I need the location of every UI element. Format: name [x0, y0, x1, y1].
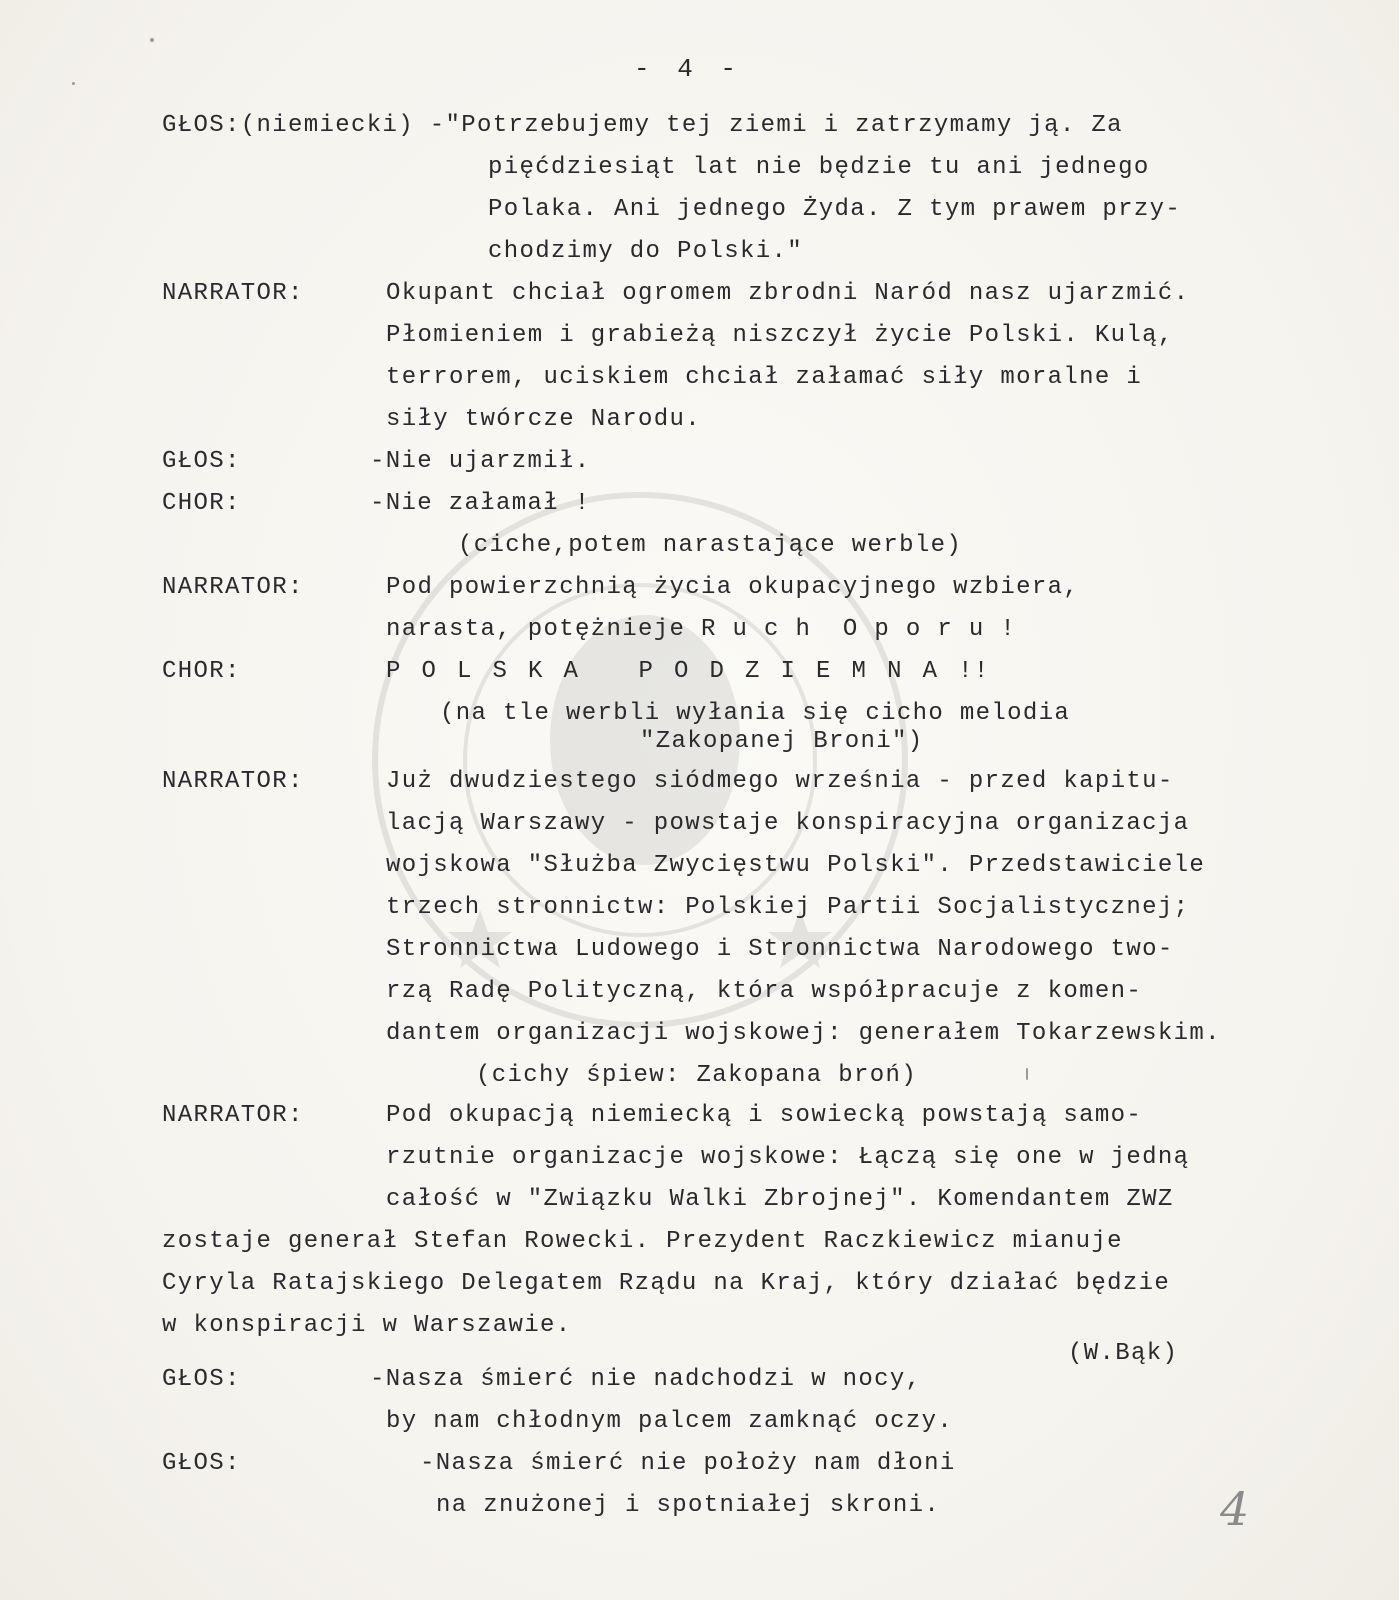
text-line: P O L S K A P O D Z I E M N A !! [386, 658, 990, 685]
text-line: narasta, potężnieje R u c h O p o r u ! [386, 616, 1017, 643]
text-line: rzą Radę Polityczną, która współpracuje z komen- [386, 978, 1143, 1005]
text-line: Stronnictwa Ludowego i Stronnictwa Narodowego two- [386, 936, 1174, 963]
text-line: całość w "Związku Walki Zbrojnej". Komendantem ZWZ [386, 1186, 1174, 1213]
paper-speck [72, 82, 75, 85]
text-line: siły twórcze Narodu. [386, 406, 702, 433]
text-line: -Nasza śmierć nie nadchodzi w nocy, [370, 1366, 922, 1393]
speaker-label: GŁOS: [162, 1450, 241, 1477]
text-line: Pod okupacją niemiecką i sowiecką powstają samo- [386, 1102, 1143, 1129]
paper-speck [1026, 1068, 1028, 1080]
stage-direction: (cichy śpiew: Zakopana broń) [476, 1062, 918, 1089]
text-line: w konspiracji w Warszawie. [162, 1312, 572, 1339]
handwritten-page-number: 4 [1220, 1482, 1250, 1536]
page-number: - 4 - [634, 54, 743, 84]
text-line: by nam chłodnym palcem zamknąć oczy. [386, 1408, 954, 1435]
text-line: Okupant chciał ogromem zbrodni Naród nasz ujarzmić. [386, 280, 1190, 307]
speaker-label: NARRATOR: [162, 574, 304, 601]
text-line: Płomieniem i grabieżą niszczył życie Polski. Kulą, [386, 322, 1174, 349]
stage-direction: (ciche,potem narastające werble) [458, 532, 963, 559]
text-line: -Nie ujarzmił. [370, 448, 591, 475]
text-line: trzech stronnictw: Polskiej Partii Socjalistycznej; [386, 894, 1190, 921]
text-line: GŁOS:(niemiecki) -"Potrzebujemy tej ziemi i zatrzymamy ją. Za [162, 112, 1123, 139]
speaker-label: CHOR: [162, 658, 241, 685]
stage-direction: (na tle werbli wyłania się cicho melodia [440, 700, 1071, 727]
text-line: Pod powierzchnią życia okupacyjnego wzbiera, [386, 574, 1080, 601]
text-line: zostaje generał Stefan Rowecki. Prezydent Raczkiewicz mianuje [162, 1228, 1123, 1255]
stage-direction: "Zakopanej Broni") [640, 728, 924, 755]
text-line: Polaka. Ani jednego Żyda. Z tym prawem przy- [488, 196, 1182, 223]
text-line: dantem organizacji wojskowej: generałem Tokarzewskim. [386, 1020, 1221, 1047]
text-line: Cyryla Ratajskiego Delegatem Rządu na Kraj, który działać będzie [162, 1270, 1171, 1297]
speaker-label: CHOR: [162, 490, 241, 517]
text-line: lacją Warszawy - powstaje konspiracyjna organizacja [386, 810, 1190, 837]
author-attribution: (W.Bąk) [1068, 1340, 1179, 1367]
paper-speck [150, 38, 154, 42]
speaker-label: GŁOS: [162, 448, 241, 475]
text-line: wojskowa "Służba Zwycięstwu Polski". Przedstawiciele [386, 852, 1206, 879]
text-line: -Nie załamał ! [370, 490, 591, 517]
text-line: -Nasza śmierć nie położy nam dłoni [420, 1450, 956, 1477]
text-line: terrorem, uciskiem chciał załamać siły moralne i [386, 364, 1143, 391]
speaker-label: GŁOS: [162, 1366, 241, 1393]
speaker-label: NARRATOR: [162, 280, 304, 307]
text-line: rzutnie organizacje wojskowe: Łączą się one w jedną [386, 1144, 1190, 1171]
text-line: pięćdziesiąt lat nie będzie tu ani jednego [488, 154, 1150, 181]
text-line: na znużonej i spotniałej skroni. [436, 1492, 941, 1519]
speaker-label: NARRATOR: [162, 768, 304, 795]
text-line: chodzimy do Polski." [488, 238, 804, 265]
text-line: Już dwudziestego siódmego września - przed kapitu- [386, 768, 1174, 795]
speaker-label: NARRATOR: [162, 1102, 304, 1129]
